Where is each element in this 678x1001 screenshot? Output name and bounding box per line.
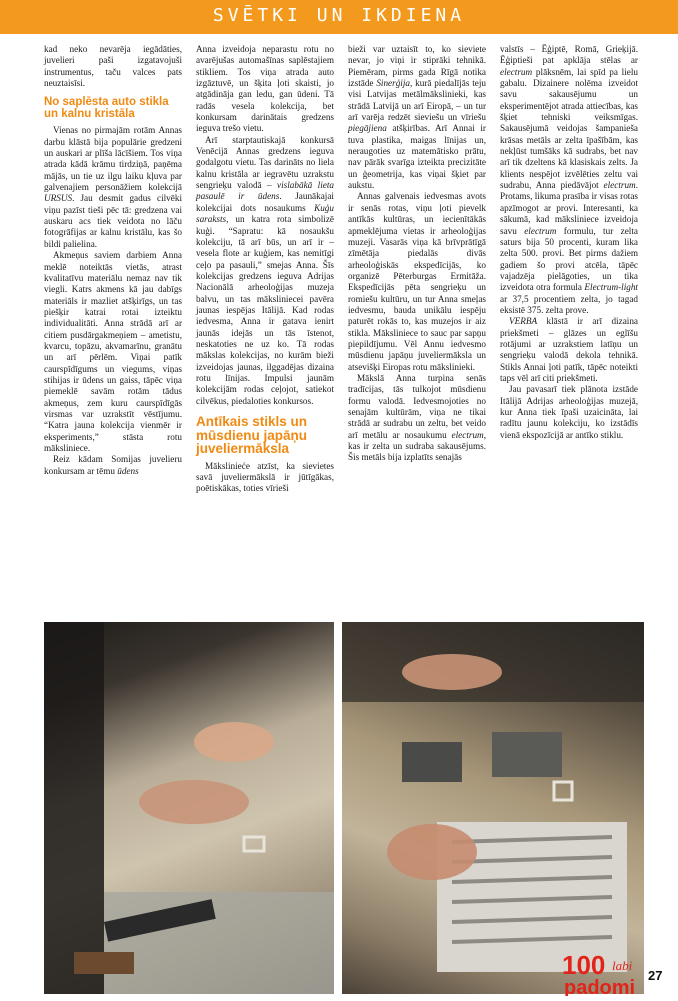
paragraph: Reiz kādam Somijas juvelieru konkursam ar tēmu ūdens [44, 454, 182, 476]
logo-word-1: labi [612, 958, 633, 973]
paragraph: Arī starptautiskajā konkursā Venēcijā Annas gredzens ieguva godalgotu vietu. Tas darināts no liela kalnu kristāla ar iegravētu uzrakstu sengrieķu valodā – vislabākā lieta pasaulē ir ūdens. Jaunākajai kolekcijai dots nosaukums Kuģu saraksts, un katra rota simbolizē kuģi. “Sapratu: kā nosaukšu kolekciju, tā arī būs, un arī ir – vesela flote ar kuģiem, kas nemitīgi ceļo pa pasauli,” smejas Anna. Šīs kolekcijas gredzens ieguva Adrijas Nacionālā arheoloģijas muzeja balvu, un tas māksliniecei pavēra jaunas iespējas Itālijā. Kad rodas iedvesma, Anna ir gatava ienirt jaunās idejās un tās īstenot, neskatoties ne uz ko. Tā rodas mākslas kolekcijas, no kurām bieži izveidojas jaunas, ilggadējas dizaina rotu līnijas. Impulsi jaunām kolekcijām rodas ceļojot, satiekot cilvēkus, piedaloties konkursos. [196, 134, 334, 406]
section-title: SVĒTKI UN IKDIENA [212, 5, 466, 26]
paragraph: Akmeņus saviem darbiem Anna meklē noteiktās vietās, atrast kvalitatīvu materiālu nemaz nav tik viegli. Katrs akmens kā jau dabīgs materiāls ir mazliet atšķirīgs, un tas piešķir katrai rotai izteiktu individualitāti. Anna strādā arī ar citiem pusdārgakmeņiem – ametistu, kvarcu, topāzu, akvamarīnu, granātu un arī pērlēm. Viņai patīk caurspīdīgums un viegums, viņas stihijas ir ūdens un gaiss, tāpēc viņa piemeklē savām rotām tādus akmeņus, zem kuru caurspīdīgās virsmas var uzrakstīt vēstījumu. “Katra jauna kolekcija vienmēr ir eksperiments,” stāsta rotu māksliniece. [44, 250, 182, 453]
article-column-3 [348, 44, 486, 464]
paragraph: kad neko nevarēja iegādāties, juvelieri paši izgatavojuši instrumentus, taču valces pats neuztaisīsi. [44, 44, 182, 89]
paragraph: Vienas no pirmajām rotām Annas darbu klāstā bija populārie gredzeni un auskari ar plīša lācīšiem. Tos viņa atrada kādā krāmu tirdziņā, paņēma mājās, un tie uz ilgu laiku kļuva par galvenajiem personāžiem kolekcijā URSUS. Jau desmit gadus cilvēki viņu pazīst tieši pēc tā: gredzena vai auskaru acs tiek veidota no lāču fotogrāfijas ar kalnu kristālu, kas šo bildi palielina. [44, 125, 182, 249]
article-body [44, 44, 640, 604]
paragraph: bieži var uztaisīt to, ko sieviete nevar, jo viņi ir stiprāki tehnikā. Piemēram, pirms gada Rīgā notika izstāde Sinerģija, kurā piedalījās teju visi Latvijas metālmākslinieki, kas strādā Latvijā un arī Eiropā, – un tur arī varēja redzēt sieviešu un vīriešu piegājiena atšķirības. Arī Annai ir tuva plastika, maigas līnijas un, neraugoties uz matemātisko prātu, nav pārāk svarīga izteikta precizitāte un ģeometrija, kas viņai šķiet par aukstu. [348, 44, 486, 191]
paragraph: Annas galvenais iedvesmas avots ir senās rotas, viņu ļoti pievelk antīkās kultūras, un iecienītākās apmeklējuma vietas ir arheoloģijas muzeji. Vasarās viņa kā brīvprātīgā zīmētāja piedalās divās arheoloģiskās ekspedīcijās, ko organizē Pēterburgas Ermitāža. Ekspedīcijās pēta sengrieķu un romiešu kultūru, un tur Anna smeļas iedvesmu, bauda unikālu iespēju paturēt rokās to, kas muzejos ir aiz stikla. Māksliniece to sauc par sapņu piepildījumu. Vēl Annu iedvesmo mūsdienu japāņu juveliermāksla un atsevišķi Eiropas rotu mākslinieki. [348, 191, 486, 372]
paragraph: valstīs – Ēģiptē, Romā, Grieķijā. Ēģiptieši pat apklāja stēlas ar electrum plāksnēm, lai spīd pa lielu gabalu. Dizainere nolēma izveidot savu sakausējumu un eksperimentējot atrada attiecības, kas šķiet tehniski veiksmīgas. Sakausējumā veidojas šampanieša krāsas metāls ar zelta īpašībām, kas nekļūst tumšāks kā sudrabs, bet nav arī tik dzeltens kā klasiskais zelts. Ja klients nespējot izvēlēties zeltu vai sudrabu, Anna piedāvājot electrum. Protams, likuma prasība ir visas rotas apzīmogot ar provi. Interesanti, ka sākumā, kad māksliniece izveidoja savu electrum formulu, tur zelta saturs bija 50 procenti, kuram lika zelta 500. provi. Bet pirms dažiem gadiem šo provi atcēla, tāpēc vajadzēja pielāgoties, un tika izveidota otra formula Electrum-light ar 37,5 procentiem zelta, jo tagad eksistē 375. zelta prove. [500, 44, 638, 315]
subheading: No saplēsta auto stikla un kalnu kristāla [44, 96, 169, 120]
paragraph: Anna izveidoja neparastu rotu no avarējušas automašīnas saplēstajiem stikliem. Tos viņa atrada auto izgāztuvē, un šķita ļoti skaisti, jo atgādināja gan ledu, gan ūdeni. Tā radās vesela kolekcija, bet konkursam darinātais gredzens ieguva trešo vietu. [196, 44, 334, 134]
paragraph: Jau pavasarī tiek plānota izstāde Itālijā Adrijas arheoloģijas muzejā, kur Anna tiek īpaši uzaicināta, lai radītu jaunu kolekciju, ko izstādīs vienā ekspozīcijā ar antīko stiklu. [500, 384, 638, 440]
article-column-1 [44, 44, 182, 477]
photo-silver-bars-workbench [342, 622, 644, 994]
article-column-2 [196, 44, 334, 495]
paragraph: VERBA klāstā ir arī dizaina priekšmeti – glāzes un eglīšu rotājumi ar uzrakstiem latīņu un sengrieķu valodā dekola tehnikā. Stikls Annai ļoti patīk, tāpēc noteikti taps vēl arī citi priekšmeti. [500, 316, 638, 383]
photo-hands-jewelry-work [44, 622, 334, 994]
subheading: Antīkais stikls un mūsdienu japāņu juveliermāksla [196, 414, 308, 456]
logo-word-2: padomi [564, 977, 636, 996]
page-number: 27 [648, 968, 663, 983]
magazine-logo [560, 948, 642, 996]
logo-number: 100 [562, 950, 606, 980]
paragraph: Mākslinieće atzīst, ka sievietes savā juveliermākslā ir jūtīgākas, poētiskākas, toties vīrieši [196, 460, 334, 494]
paragraph: Mākslā Anna turpina senās tradīcijas, tās tulkojot mūsdienu formu valodā. Iedvesmojoties no senajām kultūrām, viņa ne tikai strādā ar sudrabu un zeltu, bet veido arī metālu ar nosaukumu electrum, kas ir zelta un sudraba sakausējums. Šis metāls bija izplatīts senajās [348, 372, 486, 463]
article-column-4 [500, 44, 638, 441]
